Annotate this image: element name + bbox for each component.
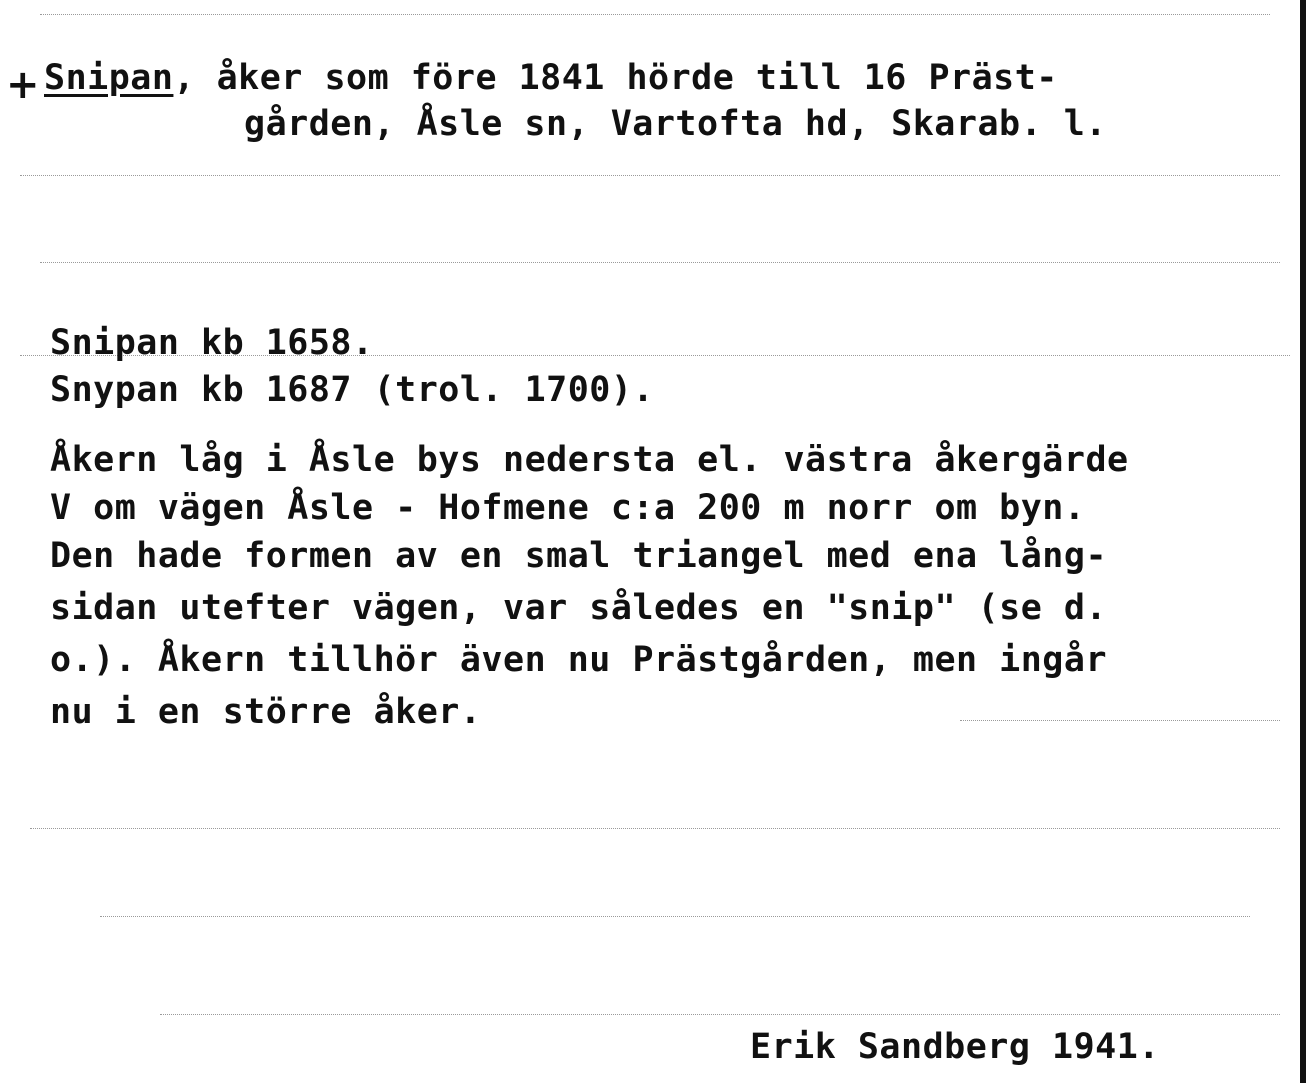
body-line-5: o.). Åkern tillhör även nu Prästgården, men ingår (50, 640, 1108, 680)
card-edge (1300, 0, 1306, 1083)
form-line-1: Snipan kb 1658. (50, 323, 374, 363)
ruled-dots (960, 720, 1280, 721)
header-line-2: gården, Åsle sn, Vartofta hd, Skarab. l. (244, 104, 1107, 144)
header-line-1-text: , åker som före 1841 hörde till 16 Präst- (173, 58, 1058, 98)
ruled-dots (40, 14, 1270, 15)
body-line-1: Åkern låg i Åsle bys nedersta el. västra åkergärde (50, 440, 1129, 480)
header-line-1 (44, 58, 1058, 98)
cross-mark: + (6, 62, 40, 108)
ruled-dots (160, 1014, 1280, 1015)
body-line-3: Den hade formen av en smal triangel med ena lång- (50, 536, 1108, 576)
ruled-dots (40, 262, 1280, 263)
form-line-2: Snypan kb 1687 (trol. 1700). (50, 370, 655, 410)
signature: Erik Sandberg 1941. (750, 1027, 1160, 1067)
ruled-dots (20, 175, 1280, 176)
body-line-6: nu i en större åker. (50, 692, 482, 732)
body-line-2: V om vägen Åsle - Hofmene c:a 200 m norr om byn. (50, 488, 1086, 528)
headword: Snipan (44, 58, 174, 98)
ruled-dots (30, 828, 1280, 829)
body-line-4: sidan utefter vägen, var således en "snip" (se d. (50, 588, 1108, 628)
ruled-dots (100, 916, 1250, 917)
